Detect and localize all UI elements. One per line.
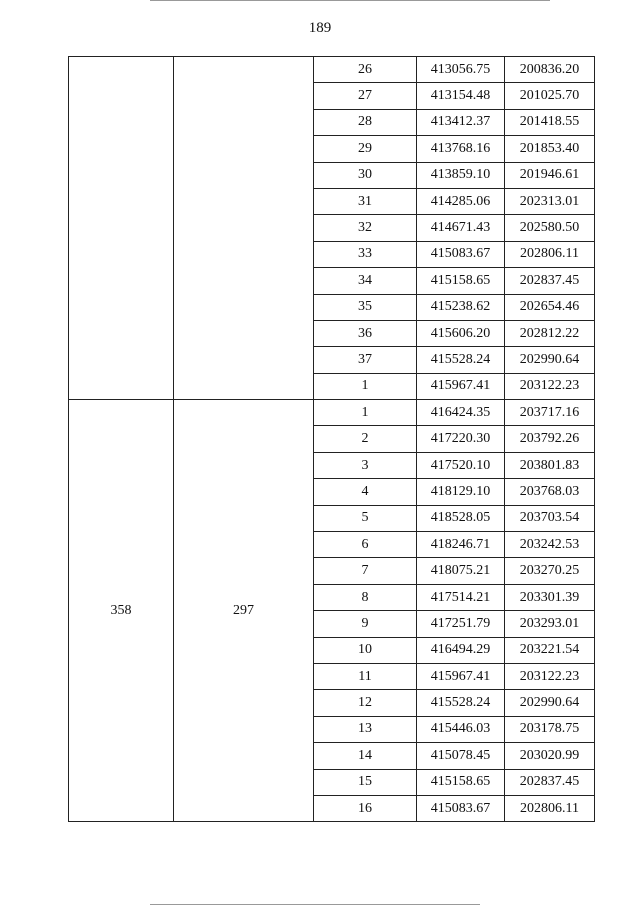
x-coordinate-cell: 413859.10 [417,162,505,188]
y-coordinate-cell: 203122.23 [505,663,595,689]
point-number-cell: 37 [314,347,417,373]
x-coordinate-cell: 415528.24 [417,347,505,373]
point-number-cell: 16 [314,795,417,821]
x-coordinate-cell: 418075.21 [417,558,505,584]
point-number-cell: 8 [314,584,417,610]
y-coordinate-cell: 203020.99 [505,743,595,769]
group-number-cell: 358 [69,400,174,822]
point-number-cell: 10 [314,637,417,663]
point-number-cell: 1 [314,373,417,399]
x-coordinate-cell: 417520.10 [417,452,505,478]
group-code-cell: 297 [174,400,314,822]
x-coordinate-cell: 415078.45 [417,743,505,769]
x-coordinate-cell: 415606.20 [417,320,505,346]
y-coordinate-cell: 202812.22 [505,320,595,346]
point-number-cell: 36 [314,320,417,346]
y-coordinate-cell: 202990.64 [505,690,595,716]
x-coordinate-cell: 415158.65 [417,268,505,294]
x-coordinate-cell: 415238.62 [417,294,505,320]
x-coordinate-cell: 415158.65 [417,769,505,795]
y-coordinate-cell: 203270.25 [505,558,595,584]
y-coordinate-cell: 203293.01 [505,611,595,637]
y-coordinate-cell: 201946.61 [505,162,595,188]
y-coordinate-cell: 202990.64 [505,347,595,373]
x-coordinate-cell: 418129.10 [417,479,505,505]
x-coordinate-cell: 416494.29 [417,637,505,663]
point-number-cell: 13 [314,716,417,742]
group-number-cell [69,57,174,400]
y-coordinate-cell: 200836.20 [505,57,595,83]
y-coordinate-cell: 201418.55 [505,109,595,135]
point-number-cell: 1 [314,400,417,426]
y-coordinate-cell: 203178.75 [505,716,595,742]
x-coordinate-cell: 415967.41 [417,373,505,399]
point-number-cell: 7 [314,558,417,584]
point-number-cell: 26 [314,57,417,83]
point-number-cell: 5 [314,505,417,531]
y-coordinate-cell: 202837.45 [505,268,595,294]
y-coordinate-cell: 202654.46 [505,294,595,320]
table-row [69,57,595,83]
y-coordinate-cell: 201853.40 [505,136,595,162]
y-coordinate-cell: 202806.11 [505,795,595,821]
x-coordinate-cell: 415446.03 [417,716,505,742]
y-coordinate-cell: 202806.11 [505,241,595,267]
y-coordinate-cell: 203801.83 [505,452,595,478]
x-coordinate-cell: 414285.06 [417,188,505,214]
y-coordinate-cell: 202837.45 [505,769,595,795]
point-number-cell: 11 [314,663,417,689]
x-coordinate-cell: 413768.16 [417,136,505,162]
x-coordinate-cell: 413154.48 [417,83,505,109]
point-number-cell: 32 [314,215,417,241]
x-coordinate-cell: 415083.67 [417,795,505,821]
scan-edge-top [150,0,550,1]
point-number-cell: 35 [314,294,417,320]
y-coordinate-cell: 203768.03 [505,479,595,505]
y-coordinate-cell: 201025.70 [505,83,595,109]
x-coordinate-cell: 418528.05 [417,505,505,531]
coordinates-table-body [69,57,595,822]
x-coordinate-cell: 417251.79 [417,611,505,637]
point-number-cell: 2 [314,426,417,452]
point-number-cell: 15 [314,769,417,795]
coordinates-table [68,56,595,822]
y-coordinate-cell: 202313.01 [505,188,595,214]
group-code-cell [174,57,314,400]
y-coordinate-cell: 203717.16 [505,400,595,426]
y-coordinate-cell: 203122.23 [505,373,595,399]
x-coordinate-cell: 417514.21 [417,584,505,610]
point-number-cell: 6 [314,532,417,558]
y-coordinate-cell: 202580.50 [505,215,595,241]
point-number-cell: 29 [314,136,417,162]
point-number-cell: 9 [314,611,417,637]
x-coordinate-cell: 414671.43 [417,215,505,241]
point-number-cell: 12 [314,690,417,716]
y-coordinate-cell: 203242.53 [505,532,595,558]
point-number-cell: 31 [314,188,417,214]
y-coordinate-cell: 203221.54 [505,637,595,663]
point-number-cell: 3 [314,452,417,478]
x-coordinate-cell: 415083.67 [417,241,505,267]
x-coordinate-cell: 415967.41 [417,663,505,689]
point-number-cell: 14 [314,743,417,769]
x-coordinate-cell: 416424.35 [417,400,505,426]
table-row [69,400,595,426]
point-number-cell: 30 [314,162,417,188]
x-coordinate-cell: 413412.37 [417,109,505,135]
y-coordinate-cell: 203792.26 [505,426,595,452]
page-number: 189 [308,20,332,36]
y-coordinate-cell: 203703.54 [505,505,595,531]
point-number-cell: 34 [314,268,417,294]
point-number-cell: 28 [314,109,417,135]
point-number-cell: 4 [314,479,417,505]
point-number-cell: 33 [314,241,417,267]
x-coordinate-cell: 415528.24 [417,690,505,716]
x-coordinate-cell: 417220.30 [417,426,505,452]
y-coordinate-cell: 203301.39 [505,584,595,610]
x-coordinate-cell: 413056.75 [417,57,505,83]
point-number-cell: 27 [314,83,417,109]
x-coordinate-cell: 418246.71 [417,532,505,558]
